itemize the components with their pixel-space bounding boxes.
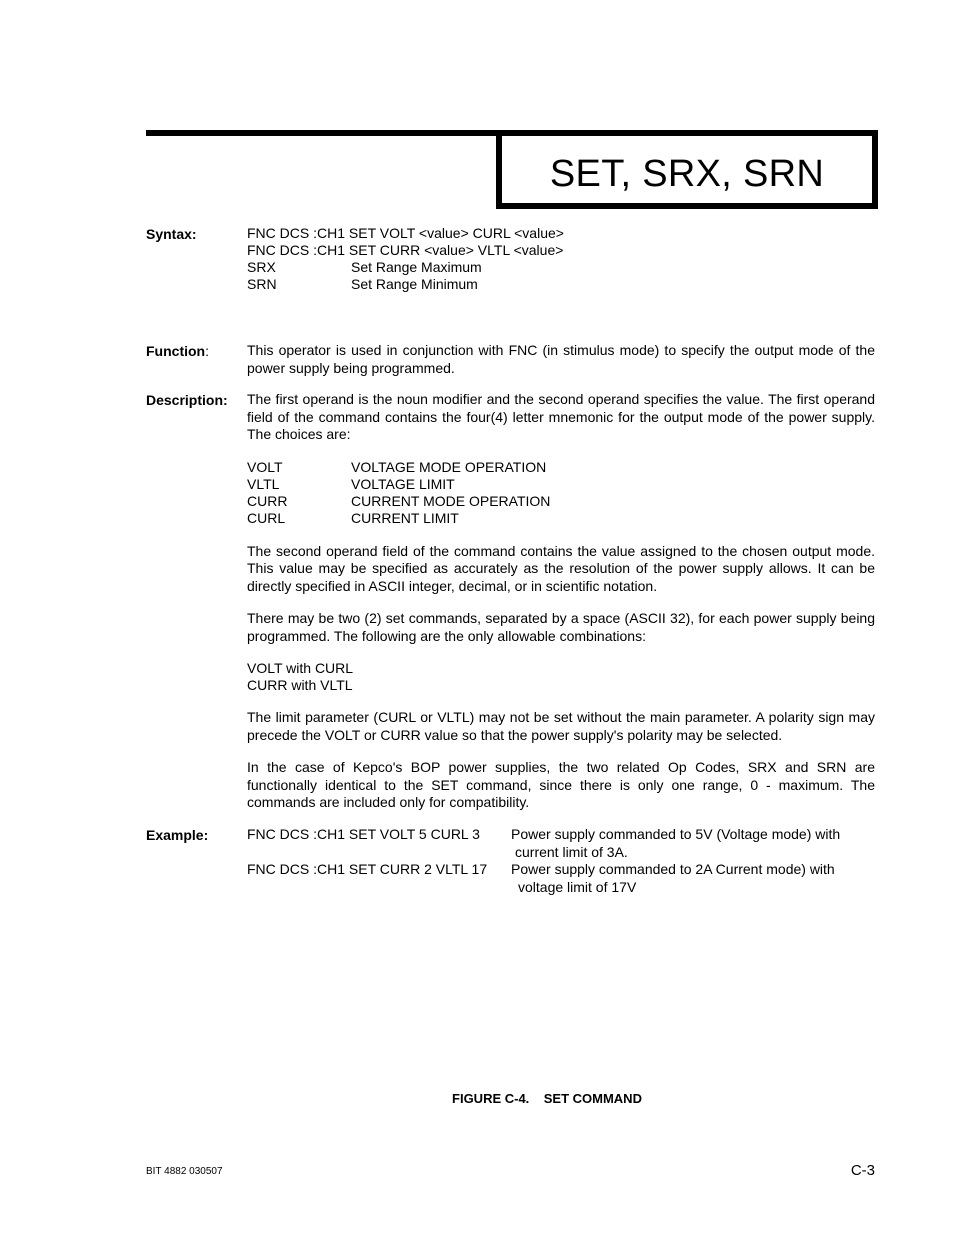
page-number: C-3: [850, 1162, 875, 1179]
example-result: Power supply commanded to 5V (Voltage mode) with: [511, 826, 841, 842]
syntax-block: [247, 225, 875, 293]
opcode-row: SRN Set Range Minimum: [247, 276, 478, 292]
title-box: [496, 130, 878, 209]
two-commands-text: There may be two (2) set commands, separated by a space (ASCII 32), for each power supply being programmed. The following are the only allowable combinations:: [247, 610, 875, 644]
syntax-line: FNC DCS :CH1 SET VOLT <value> CURL <value>: [247, 225, 564, 241]
figure-caption: FIGURE C-4. SET COMMAND: [452, 1091, 642, 1106]
function-text: This operator is used in conjunction with FNC (in stimulus mode) to specify the output mode of the power supply being programmed.: [247, 342, 875, 376]
description-label: Description:: [146, 392, 228, 408]
combination-row: VOLT with CURL: [247, 660, 354, 676]
description-block: [247, 391, 875, 812]
syntax-line: FNC DCS :CH1 SET CURR <value> VLTL <value>: [247, 242, 564, 258]
function-label: Function:: [146, 343, 209, 359]
description-intro: The first operand is the noun modifier and the second operand specifies the value. The first operand field of the command contains the four(4) letter mnemonic for the output mode of the power supply. The choices are:: [247, 391, 875, 442]
example-command: FNC DCS :CH1 SET CURR 2 VLTL 17: [247, 861, 488, 877]
function-block: [247, 342, 875, 377]
second-operand-text: The second operand field of the command contains the value assigned to the chosen output mode. This value may be specified as accurately as the resolution of the power supply allows. It can be directly specified in ASCII integer, decimal, or in scientific notation.: [247, 542, 875, 594]
example-label: Example:: [146, 827, 209, 843]
limit-param-text: The limit parameter (CURL or VLTL) may not be set without the main parameter. A polarity sign may precede the VOLT or CURR value so that the power supply's polarity may be selected.: [247, 709, 875, 743]
footer-doc-id: BIT 4882 030507: [146, 1166, 223, 1177]
combination-row: CURR with VLTL: [247, 677, 353, 693]
page-title: SET, SRX, SRN: [549, 153, 825, 195]
choice-row: VLTL VOLTAGE LIMIT: [247, 475, 455, 492]
syntax-label: Syntax:: [146, 226, 197, 242]
opcode-row: SRX Set Range Maximum: [247, 259, 482, 275]
example-result: voltage limit of 17V: [518, 878, 637, 895]
choice-row: VOLT VOLTAGE MODE OPERATION: [247, 458, 547, 475]
example-result: Power supply commanded to 2A Current mode) with: [511, 861, 835, 877]
kepco-text: In the case of Kepco's BOP power supplies, the two related Op Codes, SRX and SRN are functionally identical to the SET command, since there is only one range, 0 - maximum. The commands are included only for compatibility.: [247, 759, 875, 810]
example-result: current limit of 3A.: [515, 843, 628, 860]
choice-row: CURL CURRENT LIMIT: [247, 509, 459, 526]
choice-row: CURR CURRENT MODE OPERATION: [247, 492, 551, 509]
example-command: FNC DCS :CH1 SET VOLT 5 CURL 3: [247, 826, 480, 842]
